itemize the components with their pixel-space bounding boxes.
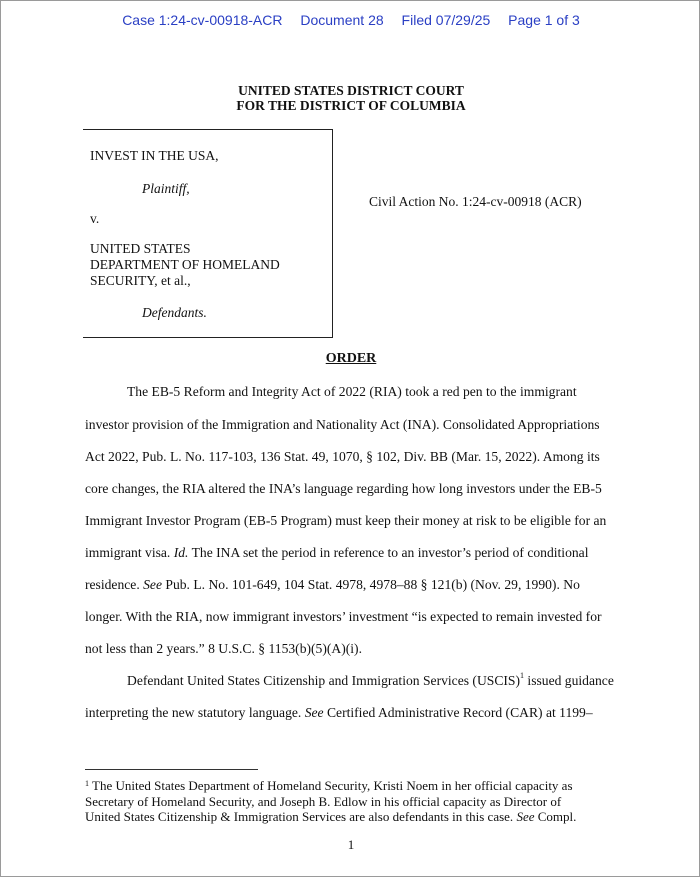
text-run: United States Citizenship & Immigration Services are also defendants in this case. xyxy=(85,809,517,824)
text-run: Certified Administrative Record (CAR) at 1199– xyxy=(323,705,593,720)
footnote-line xyxy=(85,778,625,794)
court-title-line1: UNITED STATES DISTRICT COURT xyxy=(238,83,464,98)
text-run: interpreting the new statutory language. xyxy=(85,705,305,720)
body-line: longer. With the RIA, now immigrant investors’ investment “is expected to remain invested for xyxy=(85,609,602,624)
civil-action-number: Civil Action No. 1:24-cv-00918 (ACR) xyxy=(369,194,582,209)
text-run: The United States Department of Homeland Security, Kristi Noem in her official capacity as xyxy=(89,778,573,793)
text-run: immigrant visa. xyxy=(85,545,174,560)
court-title-line2: FOR THE DISTRICT OF COLUMBIA xyxy=(236,98,466,113)
text-run: Compl. xyxy=(534,809,577,824)
body-line: investor provision of the Immigration and Nationality Act (INA). Consolidated Appropriations xyxy=(85,417,600,432)
versus: v. xyxy=(90,211,100,226)
body-line xyxy=(85,577,580,593)
text-run: Defendant United States Citizenship and Immigration Services (USCIS) xyxy=(127,673,521,688)
text-run: residence. xyxy=(85,577,144,592)
citation-signal: See xyxy=(304,705,324,720)
defendant-line3: SECURITY, et al., xyxy=(90,273,191,288)
footnote-marker: 1 xyxy=(85,779,89,788)
order-title: ORDER xyxy=(325,351,377,366)
defendant-line2: DEPARTMENT OF HOMELAND xyxy=(90,257,280,272)
body-line: core changes, the RIA altered the INA’s language regarding how long investors under the EB-5 xyxy=(85,481,602,496)
defendant-role: Defendants. xyxy=(142,305,207,320)
body-line xyxy=(85,705,593,721)
citation-id: Id. xyxy=(173,545,189,560)
text-run: The INA set the period in reference to an investor’s period of conditional xyxy=(188,545,589,560)
footnote-divider xyxy=(85,769,258,770)
footnote xyxy=(85,778,625,825)
body-line: Immigrant Investor Program (EB-5 Program) must keep their money at risk to be eligible for an xyxy=(85,513,607,528)
body-line xyxy=(127,673,614,689)
header-case-number: Case 1:24-cv-00918-ACR xyxy=(122,12,283,28)
header-page-count: Page 1 of 3 xyxy=(508,12,580,28)
footnote-line xyxy=(85,809,625,825)
plaintiff-role: Plaintiff, xyxy=(142,181,190,196)
header-filed-date: Filed 07/29/25 xyxy=(401,12,491,28)
body-line xyxy=(85,545,588,561)
body-line: The EB-5 Reform and Integrity Act of 2022 (RIA) took a red pen to the immigrant xyxy=(127,384,577,399)
body-line: Act 2022, Pub. L. No. 117-103, 136 Stat. 49, 1070, § 102, Div. BB (Mar. 15, 2022). Among its xyxy=(85,449,600,464)
text-run: Pub. L. No. 101-649, 104 Stat. 4978, 4978–88 § 121(b) (Nov. 29, 1990). No xyxy=(162,577,580,592)
text-run: issued guidance xyxy=(524,673,614,688)
header-document-number: Document 28 xyxy=(300,12,384,28)
page-number: 1 xyxy=(347,837,355,852)
citation-signal: See xyxy=(143,577,162,592)
defendant-line1: UNITED STATES xyxy=(90,241,191,256)
court-title xyxy=(1,83,700,113)
citation-signal: See xyxy=(516,809,535,824)
footnote-ref: 1 xyxy=(520,671,525,680)
footnote-line: Secretary of Homeland Security, and Joseph B. Edlow in his official capacity as Director of xyxy=(85,793,562,809)
body-line: not less than 2 years.” 8 U.S.C. § 1153(b)(5)(A)(i). xyxy=(85,641,362,656)
ecf-header xyxy=(1,12,700,28)
plaintiff-name: INVEST IN THE USA, xyxy=(90,148,219,163)
